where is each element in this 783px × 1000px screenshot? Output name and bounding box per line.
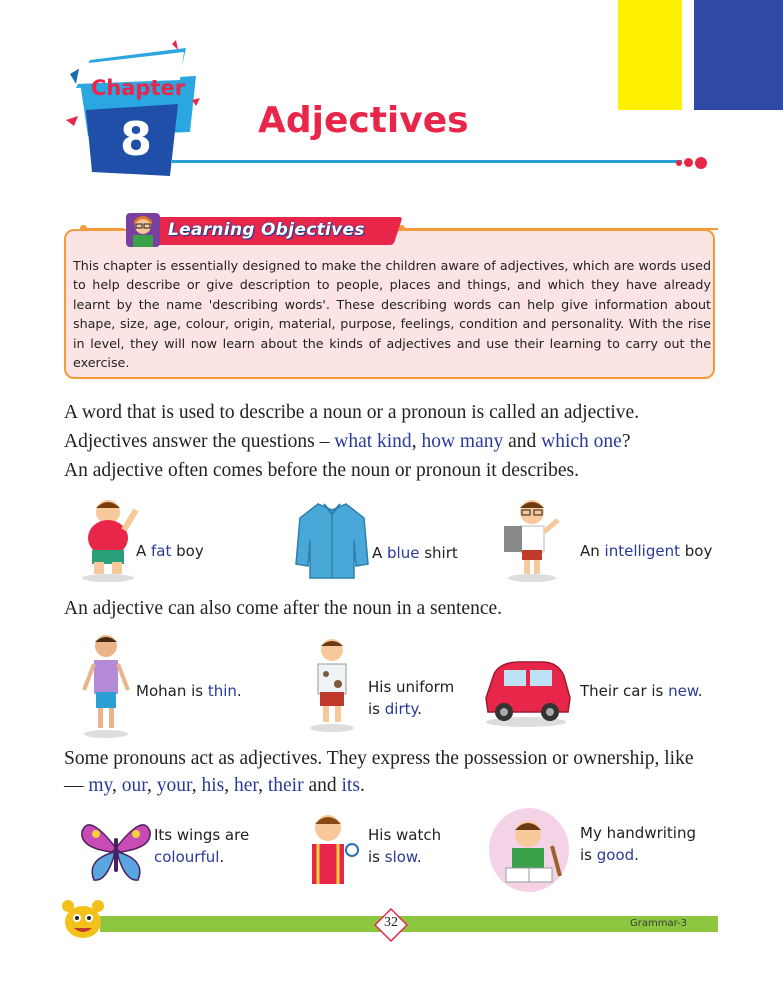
corner-yellow-block	[618, 0, 682, 110]
caption-butterfly: Its wings are colourful.	[154, 826, 250, 866]
red-car-icon	[480, 654, 572, 728]
after-noun-line: An adjective can also come after the noun in a sentence.	[64, 598, 503, 619]
caption-red-car: Their car is new.	[580, 682, 703, 700]
page-number: 32	[384, 915, 398, 930]
caption-watch: His watch is slow.	[368, 826, 442, 866]
footer-bar	[100, 916, 718, 932]
chapter-label: Chapter	[90, 76, 186, 100]
caption-blue-shirt: A blue shirt	[372, 544, 458, 562]
book-name: Grammar-3	[630, 918, 688, 929]
intelligent-boy-icon	[500, 496, 564, 582]
objectives-heading: Learning Objectives	[168, 220, 365, 240]
definition-line: A word that is used to describe a noun or a pronoun is called an adjective.	[64, 402, 640, 423]
pronoun-line: Some pronouns act as adjectives. They express the possession or ownership, like	[64, 748, 694, 769]
thin-boy-icon	[78, 632, 136, 738]
objectives-banner	[126, 217, 398, 245]
chapter-badge	[66, 40, 206, 180]
writing-boy-icon	[488, 806, 570, 892]
title-underline	[172, 160, 682, 163]
before-noun-line: An adjective often comes before the noun or pronoun it describes.	[64, 460, 579, 481]
watch-boy-icon	[300, 810, 362, 890]
chapter-number: 8	[119, 112, 152, 166]
objectives-text: This chapter is essentially designed to make the children aware of adjectives, which are words used to help describe or give description to people, places and things, and which they have already learnt by the name 'describing words'. These describing words can help give information about shape, size, age, colour, origin, material, purpose, feelings, condition and personality. With the rise in level, they will now learn about the kinds of adjectives and use their learning to carry out the exercise.	[73, 258, 711, 371]
caption-thin-boy: Mohan is thin.	[136, 682, 242, 700]
fat-boy-icon	[78, 496, 140, 582]
title-rule-dots	[676, 154, 709, 172]
caption-handwriting: My handwriting is good.	[580, 824, 696, 864]
corner-blue-block	[694, 0, 783, 110]
caption-intelligent-boy: An intelligent boy	[580, 542, 713, 560]
dirty-uniform-boy-icon	[304, 636, 360, 732]
pronoun-list-line: — my, our, your, his, her, their and its.	[64, 775, 365, 796]
blue-shirt-icon	[294, 500, 370, 580]
teacher-avatar-icon	[124, 211, 162, 249]
butterfly-icon	[78, 812, 154, 888]
caption-fat-boy: A fat boy	[136, 542, 204, 560]
page-title: Adjectives	[258, 100, 469, 141]
questions-line: Adjectives answer the questions – what kind, how many and which one?	[64, 431, 631, 452]
caption-dirty-uniform: His uniform is dirty.	[368, 678, 455, 718]
mascot-icon	[60, 898, 106, 940]
